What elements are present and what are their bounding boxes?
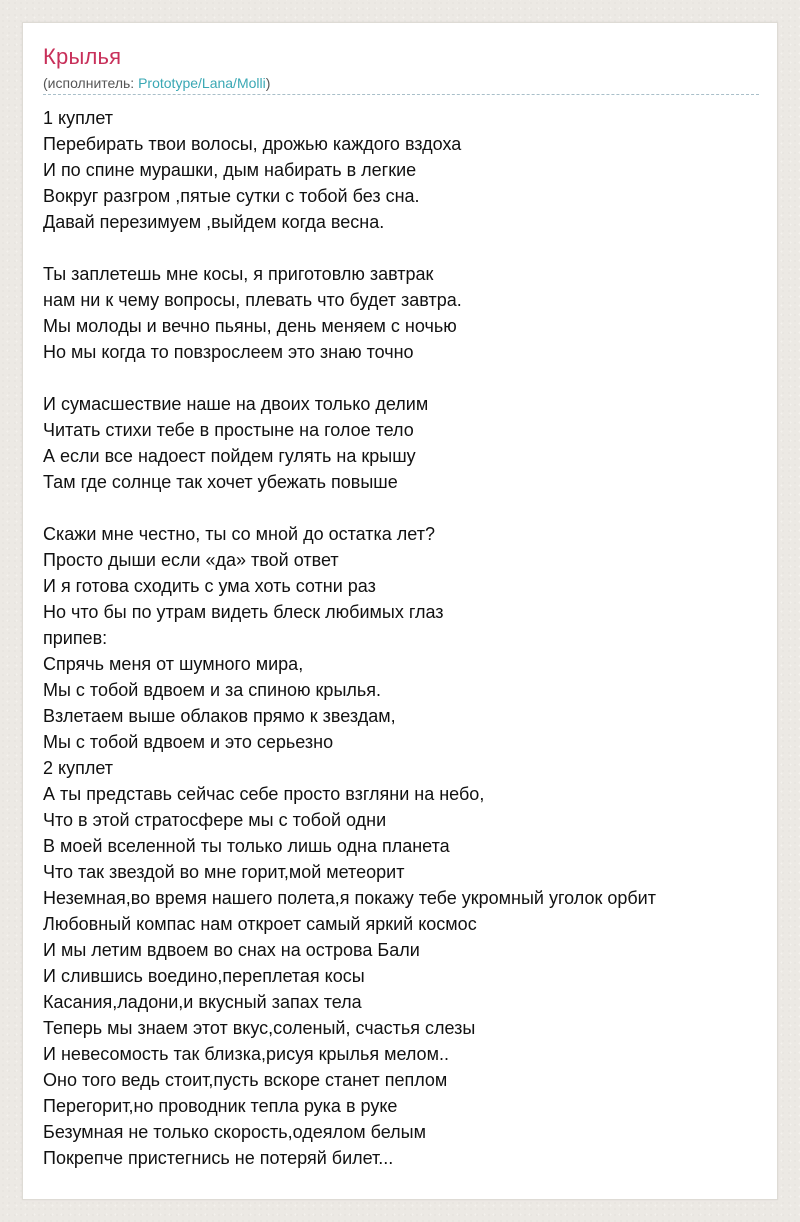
lyric-line: Перебирать твои волосы, дрожью каждого вздоха — [43, 134, 462, 154]
lyric-line: Что в этой стратосфере мы с тобой одни — [43, 810, 387, 830]
lyric-line: И я готова сходить с ума хоть сотни раз — [43, 576, 376, 596]
lyric-line: 1 куплет — [43, 108, 113, 128]
lyric-line: И невесомость так близка,рисуя крылья мелом.. — [43, 1044, 449, 1064]
lyric-line: Там где солнце так хочет убежать повыше — [43, 472, 398, 492]
lyric-line: И мы летим вдвоем во снах на острова Бали — [43, 940, 420, 960]
lyric-line: Неземная,во время нашего полета,я покажу тебе укромный уголок орбит — [43, 888, 656, 908]
lyric-line: Читать стихи тебе в простыне на голое тело — [43, 420, 414, 440]
lyric-line: Просто дыши если «да» твой ответ — [43, 550, 339, 570]
lyric-line: Взлетаем выше облаков прямо к звездам, — [43, 706, 396, 726]
stanza-break — [43, 495, 759, 521]
lyric-line: Оно того ведь стоит,пусть вскоре станет пеплом — [43, 1070, 448, 1090]
artist-suffix: ) — [265, 75, 271, 91]
artist-line — [43, 73, 759, 95]
lyric-line: И слившись воедино,переплетая косы — [43, 966, 365, 986]
lyric-line: И по спине мурашки, дым набирать в легкие — [43, 160, 417, 180]
lyrics-card — [22, 22, 778, 1200]
lyric-line: Вокруг разгром ,пятые сутки с тобой без сна. — [43, 186, 420, 206]
lyrics-body — [43, 105, 759, 1171]
lyric-line: Скажи мне честно, ты со мной до остатка лет? — [43, 524, 435, 544]
artist-prefix: (исполнитель: — [43, 75, 139, 91]
lyric-line: А если все надоест пойдем гулять на крышу — [43, 446, 416, 466]
lyric-line: 2 куплет — [43, 758, 113, 778]
lyric-line: Касания,ладони,и вкусный запах тела — [43, 992, 362, 1012]
lyric-line: Любовный компас нам откроет самый яркий космос — [43, 914, 477, 934]
lyric-line: припев: — [43, 628, 108, 648]
lyric-line: Мы с тобой вдвоем и за спиною крылья. — [43, 680, 382, 700]
lyric-line: Но мы когда то повзрослеем это знаю точно — [43, 342, 414, 362]
lyric-line: Мы с тобой вдвоем и это серьезно — [43, 732, 334, 752]
stanza-break — [43, 235, 759, 261]
lyric-line: Но что бы по утрам видеть блеск любимых глаз — [43, 602, 444, 622]
stanza-break — [43, 365, 759, 391]
lyric-line: И сумасшествие наше на двоих только делим — [43, 394, 429, 414]
lyric-line: Ты заплетешь мне косы, я приготовлю завтрак — [43, 264, 434, 284]
lyric-line: В моей вселенной ты только лишь одна планета — [43, 836, 450, 856]
lyric-line: нам ни к чему вопросы, плевать что будет завтра. — [43, 290, 462, 310]
lyric-line: А ты представь сейчас себе просто взгляни на небо, — [43, 784, 485, 804]
lyric-line: Спрячь меня от шумного мира, — [43, 654, 304, 674]
lyric-line: Теперь мы знаем этот вкус,соленый, счастья слезы — [43, 1018, 476, 1038]
lyric-line: Давай перезимуем ,выйдем когда весна. — [43, 212, 385, 232]
lyric-line: Перегорит,но проводник тепла рука в руке — [43, 1096, 398, 1116]
lyric-line: Безумная не только скорость,одеялом белым — [43, 1122, 426, 1142]
lyric-line: Что так звездой во мне горит,мой метеорит — [43, 862, 405, 882]
artist-link[interactable]: Prototype/Lana/Molli — [138, 75, 266, 91]
song-title: Крылья — [43, 44, 122, 69]
lyric-line: Покрепче пристегнись не потеряй билет... — [43, 1148, 394, 1168]
lyric-line: Мы молоды и вечно пьяны, день меняем с ночью — [43, 316, 457, 336]
